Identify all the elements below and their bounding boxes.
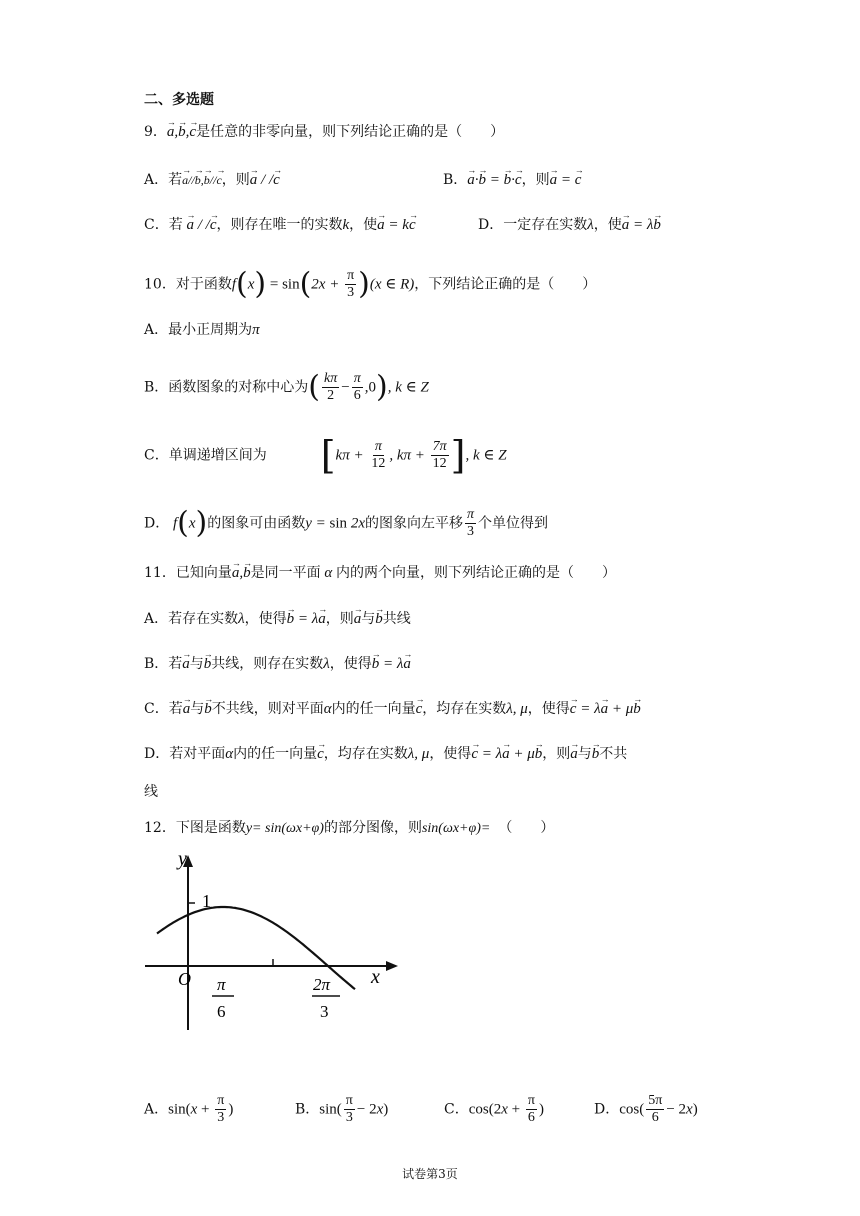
function-graph — [140, 845, 400, 1035]
question-12-option-d[interactable]: D．cos( $\frac{5\pi}{6}$ − 2x) — [594, 1093, 698, 1125]
question-11-option-d[interactable]: D．若对平面α内的任一向量→ c，均存在实数λ, μ，使得→ c = λ→ a + μ→ b，则→ a与→ b不共 — [144, 744, 627, 764]
page-footer: 试卷第3页 — [402, 1167, 458, 1181]
y-value-one: 1 — [202, 891, 211, 911]
question-10-option-d[interactable]: D． f(x)的图象可由函数y = sin 2x的图象向左平移 $\frac{\pi}{3}$ 个单位得到 — [144, 505, 548, 541]
x-axis-label: x — [371, 966, 380, 988]
question-11-option-c[interactable]: C．若→ a与→ b不共线，则对平面α内的任一向量→ c，均存在实数λ, μ，使得→ c = λ→ a + μ→ b — [144, 699, 641, 719]
question-9-option-d[interactable]: D．一定存在实数λ，使→ a = λ→ b — [478, 215, 661, 235]
question-11-option-b[interactable]: B．若→ a与→ b共线，则存在实数λ，使得→ b = λ→ a — [144, 654, 411, 674]
question-11-option-a[interactable]: A．若存在实数λ，使得→ b = λ→ a，则→ a与→ b共线 — [144, 609, 411, 629]
question-10-option-c[interactable]: C．单调递增区间为 [kπ + $\frac{\pi}{12}$ , kπ + $\frac{7\pi}{12}$ ], k ∈ Z — [144, 433, 507, 478]
origin-label: O — [178, 969, 191, 989]
question-12-option-c[interactable]: C．cos(2x + $\frac{\pi}{6}$ ) — [444, 1093, 544, 1125]
question-11-stem: 11．已知向量→ a,→ b是同一平面 α 内的两个向量，则下列结论正确的是（ ） — [144, 563, 616, 583]
question-10-option-b[interactable]: B．函数图象的对称中心为( $\frac{k\pi}{2}$ − $\frac{\pi}{6}$ ,0), k ∈ Z — [144, 369, 429, 405]
x-axis-arrow — [386, 961, 398, 971]
question-9-option-a[interactable]: A．若→ a//→ b,→ b//→ c，则→ a / /→ c — [144, 170, 280, 190]
question-9-stem: 9．→ a,→ b,→ c是任意的非零向量，则下列结论正确的是（ ） — [144, 122, 504, 142]
tick-2pi-over-3-num: 2π — [313, 975, 331, 994]
question-9-option-c[interactable]: C．若 → a / /→ c，则存在唯一的实数k，使→ a = k→ c — [144, 215, 416, 235]
y-axis-label: y — [178, 848, 187, 870]
question-12-stem: 12．下图是函数y= sin(ωx+φ)的部分图像，则sin(ωx+φ)= （ ） — [144, 820, 555, 836]
tick-pi-over-6-den: 6 — [217, 1002, 226, 1021]
question-11-option-d-wrap: 线 — [144, 784, 158, 800]
tick-pi-over-6-num: π — [217, 975, 226, 994]
question-10-option-a[interactable]: A．最小正周期为π — [144, 322, 260, 338]
tick-2pi-over-3-den: 3 — [320, 1002, 329, 1021]
section-title: 二、多选题 — [144, 92, 214, 108]
question-12-option-b[interactable]: B．sin( $\frac{\pi}{3}$ − 2x) — [295, 1093, 389, 1125]
question-10-stem: 10．对于函数f(x) = sin(2x + $\frac{\pi}{3}$ )(x ∈ R)，下列结论正确的是（ ） — [144, 266, 597, 302]
question-9-option-b[interactable]: B．→ a·→ b = → b·→ c，则→ a = → c — [443, 170, 581, 190]
question-12-option-a[interactable]: A．sin(x + $\frac{\pi}{3}$ ) — [144, 1093, 234, 1125]
